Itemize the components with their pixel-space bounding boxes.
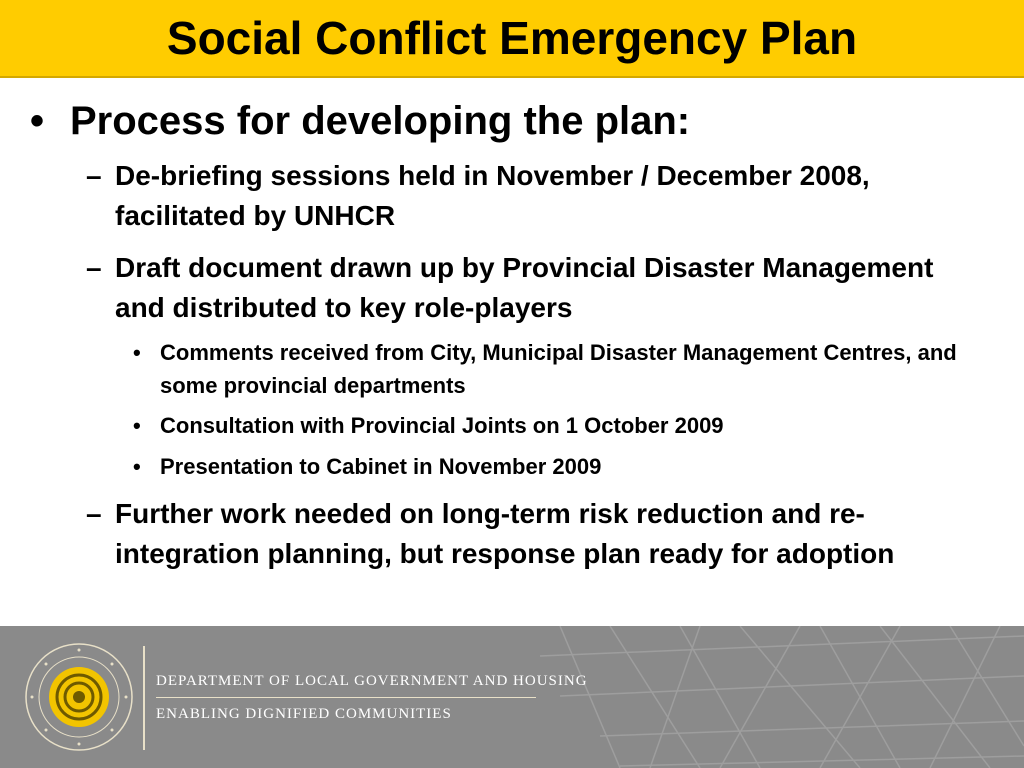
footer-rule <box>156 697 536 698</box>
sub-list-item-text: Comments received from City, Municipal Disaster Management Centres, and some provincial departments <box>160 340 957 398</box>
dash-glyph: – <box>86 498 102 529</box>
list-item <box>86 248 986 328</box>
list-item-text: De-briefing sessions held in November / December 2008, facilitated by UNHCR <box>115 160 870 231</box>
provincial-logo-icon <box>24 642 134 752</box>
list-item-text: Draft document drawn up by Provincial Disaster Management and distributed to key role-players <box>115 252 934 323</box>
title-bar <box>0 0 1024 78</box>
footer-divider <box>143 646 145 750</box>
slide-title: Social Conflict Emergency Plan <box>166 12 858 64</box>
dash-glyph: – <box>86 160 102 191</box>
footer <box>0 626 1024 768</box>
main-heading: Process for developing the plan: <box>70 99 691 143</box>
sub-list-item <box>133 336 993 402</box>
list-item-text: Further work needed on long-term risk reduction and re-integration planning, but response plan ready for adoption <box>115 498 895 569</box>
bullet-glyph: • <box>133 413 141 438</box>
list-item <box>86 494 986 574</box>
dash-glyph: – <box>86 252 102 283</box>
bullet-glyph: • <box>30 99 45 143</box>
bullet-glyph: • <box>133 340 141 365</box>
sub-list-item <box>133 409 993 442</box>
department-tagline: ENABLING DIGNIFIED COMMUNITIES <box>156 706 452 722</box>
bullet-glyph: • <box>133 454 141 479</box>
sub-list-item <box>133 450 993 483</box>
sub-list-item-text: Presentation to Cabinet in November 2009 <box>160 454 602 479</box>
department-name: DEPARTMENT OF LOCAL GOVERNMENT AND HOUSING <box>156 673 588 689</box>
list-item <box>86 156 986 236</box>
sub-list-item-text: Consultation with Provincial Joints on 1 October 2009 <box>160 413 724 438</box>
